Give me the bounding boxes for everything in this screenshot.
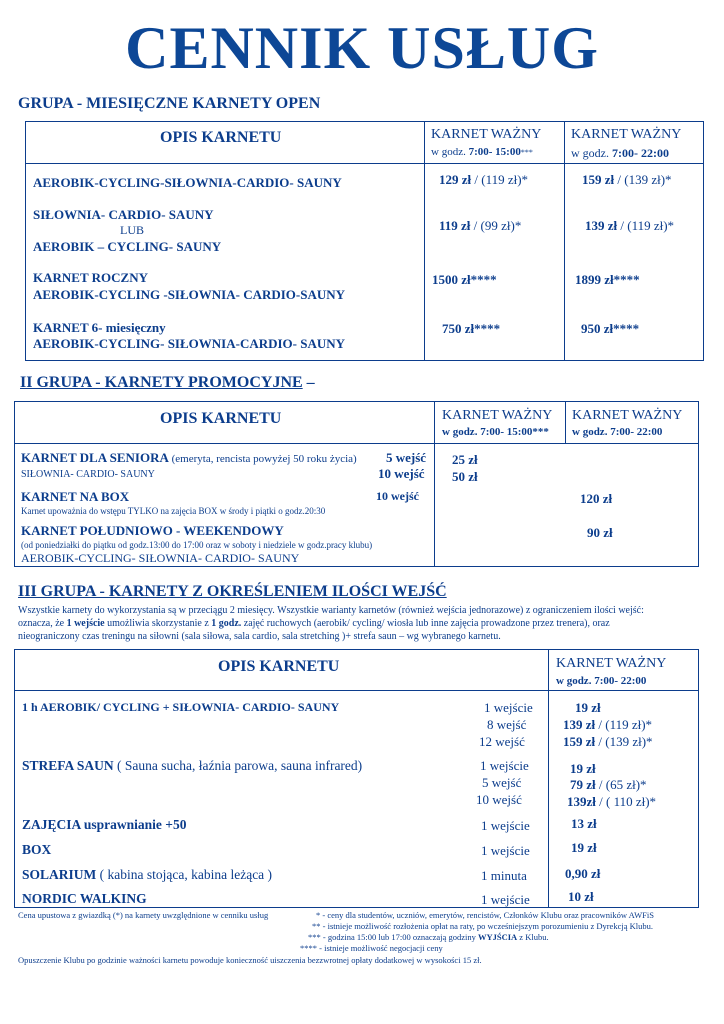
group3-row2-qty2: 5 wejść (482, 775, 522, 790)
footnote-3-b: WYJŚCIA (477, 932, 518, 942)
group3-row3-price: 13 zł (571, 816, 597, 831)
group1-col-b-sub (571, 146, 669, 161)
group2-col-b-title: KARNET WAŻNY (572, 408, 683, 423)
group1-row3-name2: AEROBIK-CYCLING -SIŁOWNIA- CARDIO-SAUNY (33, 287, 346, 302)
footnote-left: Cena upustowa z gwiazdką (*) na karnety uwzględnione w cenniku usług (18, 910, 269, 920)
group2-senior-sub: SIŁOWNIA- CARDIO- SAUNY (21, 469, 155, 480)
price-main: 139 zł (563, 717, 596, 732)
group3-row2-qty3: 10 wejść (476, 792, 522, 807)
group3-row4-qty: 1 wejście (481, 843, 530, 858)
group3-col-desc: OPIS KARNETU (218, 658, 340, 675)
price-alt: / (139 zł)* (614, 172, 672, 187)
price-alt: / ( 110 zł)* (595, 794, 657, 809)
row5-name-note: ( kabina stojąca, kabina leżąca ) (96, 867, 273, 882)
group3-col-a-title: KARNET WAŻNY (556, 656, 667, 671)
senior-title-text: KARNET DLA SENIORA (21, 450, 169, 465)
group3-desc3: nieograniczony czas treningu na siłowni (sala siłowa, sala cardio, sala stretching )+ strefa saun – wg wybranego karnetu. (18, 631, 501, 642)
group1-heading: GRUPA - MIESIĘCZNE KARNETY OPEN (18, 95, 321, 112)
group2-col-divider-b (565, 401, 566, 443)
price-main: 119 zł (439, 218, 471, 233)
price-alt: / (99 zł)* (470, 218, 522, 233)
col-b-sub-prefix: w godz. (571, 146, 609, 160)
group1-col-a-title: KARNET WAŻNY (431, 127, 542, 142)
group3-row1-price1: 19 zł (575, 700, 601, 715)
group2-col-b-sub: w godz. 7:00- 22:00 (572, 426, 663, 438)
group1-row3-price-a: 1500 zł**** (432, 272, 497, 287)
group3-row6-name: NORDIC WALKING (22, 891, 147, 906)
price-main: 159 zł (563, 734, 596, 749)
group1-row3-price-b: 1899 zł**** (575, 272, 640, 287)
group3-heading: III GRUPA - KARNETY Z OKREŚLENIEM ILOŚCI WEJŚĆ (18, 583, 447, 600)
group2-heading-dash: – (306, 374, 315, 391)
group2-pw-sub: (od poniedziałki do piątku od godz.13:00 do 17:00 oraz w soboty i niedziele w godz.pracy klubu) (21, 540, 373, 550)
footnote-3 (308, 932, 549, 942)
group3-row2-price3 (567, 794, 656, 810)
group2-col-divider-a (434, 401, 435, 567)
group3-row4-price: 19 zł (571, 840, 597, 855)
group1-row4-price-a: 750 zł**** (442, 321, 501, 336)
group1-col-a-sub (431, 146, 533, 158)
price-alt: / (119 zł)* (595, 717, 653, 732)
desc2-d: 1 godz. (211, 618, 242, 629)
group3-row1-qty1: 1 wejście (484, 700, 533, 715)
group1-row2-price-b (585, 218, 674, 234)
group2-senior-q1: 5 wejść (386, 450, 427, 465)
price-main: 139 zł (585, 218, 618, 233)
group3-row1-qty2: 8 wejść (487, 717, 527, 732)
row5-name-text: SOLARIUM (22, 867, 97, 882)
group3-desc1: Wszystkie karnety do wykorzystania są w przeciągu 2 miesięcy. Wszystkie warianty karnetów (również wejścia jednorazowe) z ograniczeniem ilości wejść: (18, 605, 644, 616)
footnote-1: * - ceny dla studentów, uczniów, emerytów, rencistów, Członków Klubu oraz pracowników AWFiS (316, 910, 654, 920)
group2-col-a-sub: w godz. 7:00- 15:00*** (442, 426, 549, 438)
price-main: 139zł (567, 794, 596, 809)
price-main: 129 zł (439, 172, 472, 187)
footnote-4: **** - istnieje możliwość negocjacji ceny (300, 943, 443, 953)
group2-senior-p2: 50 zł (452, 469, 478, 484)
footnote-bottom: Opuszczenie Klubu po godzinie ważności karnetu powoduje konieczność uiszczenia bezzwrotnej opłaty dodatkowej w wysokości 15 zł. (18, 955, 482, 965)
group1-col-b-title: KARNET WAŻNY (571, 127, 682, 142)
group1-row2-name: SIŁOWNIA- CARDIO- SAUNY (33, 207, 214, 222)
group1-row4-name2: AEROBIK-CYCLING- SIŁOWNIA-CARDIO- SAUNY (33, 336, 346, 351)
group3-row5-name (22, 867, 272, 883)
group2-header-divider (14, 443, 699, 444)
group3-row5-qty: 1 minuta (481, 868, 527, 883)
desc2-a: oznacza, że (18, 618, 67, 629)
col-b-sub-hours: 7:00- 22:00 (612, 146, 669, 160)
group2-box-sub: Karnet upoważnia do wstępu TYLKO na zajęcia BOX w środy i piątki o godz.20:30 (21, 506, 326, 516)
senior-note: (emeryta, rencista powyżej 50 roku życia) (168, 453, 357, 465)
desc2-b: 1 wejście (66, 618, 105, 629)
group2-col-a-title: KARNET WAŻNY (442, 408, 553, 423)
group3-row1-price3 (563, 734, 653, 750)
group1-header-divider (25, 163, 704, 164)
group2-pw-line: AEROBIK-CYCLING- SIŁOWNIA- CARDIO- SAUNY (21, 551, 300, 565)
group2-col-desc: OPIS KARNETU (160, 410, 282, 427)
footnote-3-a: *** - godzina 15:00 lub 17:00 oznaczają godziny (308, 932, 478, 942)
row2-name-text: STREFA SAUN (22, 758, 114, 773)
group3-row3-qty: 1 wejście (481, 818, 530, 833)
price-alt: / (139 zł)* (595, 734, 653, 749)
group2-pw-price: 90 zł (587, 525, 613, 540)
group1-row2-name2: AEROBIK – CYCLING- SAUNY (33, 239, 222, 254)
group2-heading-text: II GRUPA - KARNETY PROMOCYJNE (20, 374, 303, 391)
price-alt: / (119 zł)* (471, 172, 529, 187)
group3-row2-price2 (570, 777, 647, 793)
group1-row4-price-b: 950 zł**** (581, 321, 640, 336)
group2-box-title: KARNET NA BOX (21, 489, 130, 504)
group2-pw-title: KARNET POŁUDNIOWO - WEEKENDOWY (21, 523, 284, 538)
group3-desc2 (18, 618, 610, 629)
group1-col-desc: OPIS KARNETU (160, 129, 282, 146)
price-main: 79 zł (570, 777, 596, 792)
col-a-sub-hours: 7:00- 15:00 (468, 146, 521, 158)
price-alt: / (119 zł)* (617, 218, 675, 233)
group2-box-price: 120 zł (580, 491, 613, 506)
group3-row2-name (22, 758, 362, 774)
group3-row6-price: 10 zł (568, 889, 594, 904)
group2-box-qty: 10 wejść (376, 489, 419, 503)
group3-row2-price1: 19 zł (570, 761, 596, 776)
group1-row2-or: LUB (120, 223, 144, 237)
group3-row3-name: ZAJĘCIA usprawnianie +50 (22, 817, 187, 832)
group1-row1-price-b (582, 172, 672, 188)
col-a-sub-mark: *** (520, 148, 533, 157)
group3-col-divider (548, 649, 549, 908)
col-a-sub-prefix: w godz. (431, 146, 466, 158)
group1-row3-name: KARNET ROCZNY (33, 270, 148, 285)
group2-senior-p1: 25 zł (452, 452, 478, 467)
group3-row4-name: BOX (22, 842, 52, 857)
footnote-3-c: z Klubu. (517, 932, 549, 942)
group3-row1-qty3: 12 wejść (479, 734, 525, 749)
group2-senior-q2: 10 wejść (378, 466, 425, 481)
price-alt: / (65 zł)* (595, 777, 647, 792)
group3-col-a-sub: w godz. 7:00- 22:00 (556, 675, 647, 687)
footnote-2: ** - istnieje możliwość rozłożenia opłat na raty, po wcześniejszym porozumieniu z Dyrekcją Klubu. (312, 921, 653, 931)
group3-row2-qty1: 1 wejście (480, 758, 529, 773)
group1-row4-name: KARNET 6- miesięczny (33, 320, 166, 335)
group1-col-divider-a (424, 121, 425, 361)
group3-row6-qty: 1 wejście (481, 892, 530, 907)
group1-row2-price-a (439, 218, 521, 234)
price-main: 159 zł (582, 172, 615, 187)
group1-col-divider-b (564, 121, 565, 361)
desc2-e: zajęć ruchowych (aerobik/ cycling/ wiosła lub inne zajęcia prowadzone przez trenera), oraz (241, 618, 610, 629)
group3-row1-name: 1 h AEROBIK/ CYCLING + SIŁOWNIA- CARDIO- SAUNY (22, 700, 340, 714)
row2-name-note: ( Sauna sucha, łaźnia parowa, sauna infrared) (113, 758, 363, 773)
page-title: CENNIK USŁUG (125, 15, 599, 81)
group3-header-divider (14, 690, 699, 691)
group3-row5-price: 0,90 zł (565, 866, 601, 881)
group1-row1-name: AEROBIK-CYCLING-SIŁOWNIA-CARDIO- SAUNY (33, 175, 342, 190)
group1-row1-price-a (439, 172, 528, 188)
group2-heading (20, 374, 315, 392)
group2-senior-title (21, 450, 357, 466)
desc2-c: umożliwia skorzystanie z (104, 618, 212, 629)
group3-row1-price2 (563, 717, 652, 733)
